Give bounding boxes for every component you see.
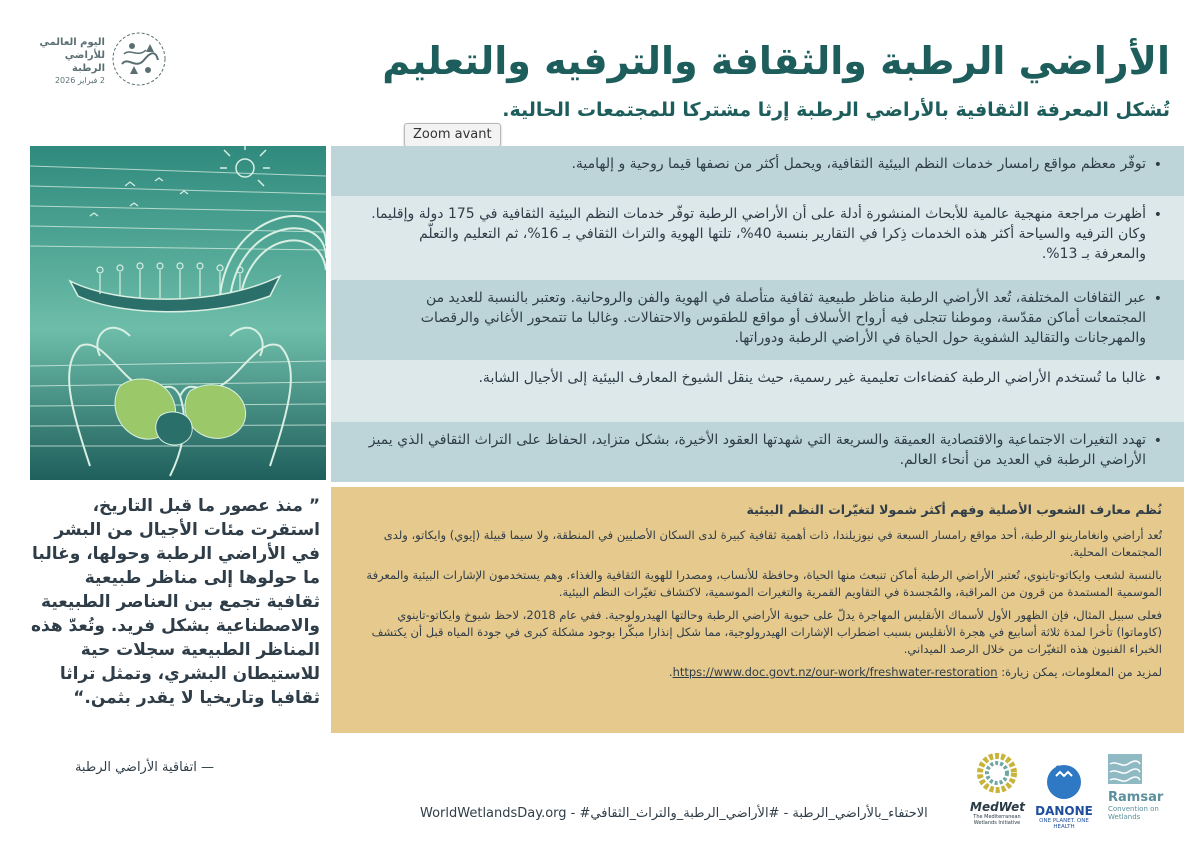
medwet-logo bbox=[970, 750, 1024, 830]
partner-logos bbox=[970, 750, 1164, 830]
danone-star-icon bbox=[1042, 760, 1086, 800]
wetland-hands-illustration bbox=[30, 146, 326, 480]
zoom-in-tooltip: Zoom avant bbox=[404, 123, 501, 147]
danone-tagline: ONE PLANET. ONE HEALTH bbox=[1039, 818, 1089, 830]
list-item bbox=[331, 280, 1184, 360]
danone-logo bbox=[1032, 760, 1096, 830]
list-item bbox=[331, 196, 1184, 280]
quote-source: — اتفاقية الأراضي الرطبة bbox=[74, 760, 214, 775]
more-info-prefix: لمزيد من المعلومات، يمكن زيارة: bbox=[1001, 665, 1162, 679]
more-info-suffix: . bbox=[668, 665, 673, 679]
danone-name: DANONE bbox=[1035, 804, 1093, 818]
logo-date: 2 فبراير 2026 bbox=[54, 76, 105, 85]
more-info-line bbox=[353, 664, 1162, 681]
bullet-dot: • bbox=[1153, 433, 1162, 449]
medwet-name: MedWet bbox=[970, 800, 1026, 814]
case-study-paragraph-3: فعلى سبيل المثال، فإن الظهور الأول لأسماك الأنقليس المهاجرة يدلّ على حيوية الأراضي الرطبة وحالتها الهيدرولوجية. ففي عام 2018، لاحظ شيوخ وايكاتو-تاينوي (كاوماتوا) تأخرا لمدة ثلاثة أسابيع في هجرة الأنقليس بسبب اضطراب الإشارات الهيدرولوجية، مما شكل إنذارا مبكّرا بوجود مشكلة كبرى في جودة المياه قبل أن يكتشف الخبراء الفنيون هذه التغيّرات من خلال الرصد الميداني. bbox=[371, 608, 1162, 656]
list-item bbox=[331, 146, 1184, 196]
ramsar-name: Ramsar bbox=[1108, 790, 1164, 805]
bullet-dot: • bbox=[1153, 291, 1162, 307]
case-study-heading: نُظم معارف الشعوب الأصلية وفهم أكثر شمولا لتغيّرات النظم البيئية bbox=[746, 502, 1162, 517]
list-item-text: تهدد التغيرات الاجتماعية والاقتصادية العميقة والسريعة التي شهدتها العقود الأخيرة، بشكل متزايد، الحفاظ على التراث الثقافي الذي يميز الأراضي الرطبة في العديد من أنحاء العالم. bbox=[368, 432, 1146, 468]
logo-line-2: للأراضي الرطبة bbox=[64, 50, 105, 74]
medwet-ring-icon bbox=[974, 750, 1020, 796]
case-study-paragraph-1: تُعد أراضي وانغامارينو الرطبة، أحد مواقع رامسار السبعة في نيوزيلندا، ذات أهمية ثقافية كبيرة لدى السكان الأصليين في المنطقة، ولا سيما قبيلة (إيوي) وايكاتو، ولدى المجتمعات المحلية. bbox=[383, 528, 1162, 559]
list-item bbox=[331, 422, 1184, 482]
page-subtitle: تُشكل المعرفة الثقافية بالأراضي الرطبة إرثا مشتركا للمجتمعات الحالية. bbox=[502, 99, 1170, 121]
more-info-link[interactable]: https://www.doc.govt.nz/our-work/freshwater-restoration bbox=[672, 665, 998, 679]
logo-text bbox=[30, 36, 105, 87]
bullet-dot: • bbox=[1153, 371, 1162, 387]
case-study-paragraph-2: بالنسبة لشعب وايكاتو-تاينوي، تُعتبر الأراضي الرطبة أماكن تنبعث منها الحياة، وحافظة للأنساب، ومصدرا للهوية الثقافية والغذاء. وهم يستخدمون الإشارات البيئية والمعرفة الموسمية المستمدة من قرون من المراقبة، والمُجسدة في التقاويم القمرية والتغيرات الموسمية، لاكتشاف تغيّرات النظم البيئية. bbox=[366, 568, 1162, 599]
ramsar-logo bbox=[1108, 754, 1164, 828]
list-item-text: غالبا ما تُستخدم الأراضي الرطبة كفضاءات تعليمية غير رسمية، حيث ينقل الشيوخ المعارف البيئية إلى الأجيال الشابة. bbox=[478, 370, 1146, 386]
world-wetlands-day-logo bbox=[30, 30, 170, 90]
pull-quote: ” منذ عصور ما قبل التاريخ، استقرت مئات الأجيال من البشر في الأراضي الرطبة وحولها، وغالبا ما حولوها إلى مناظر طبيعية ثقافية تجمع بين العناصر الطبيعية والاصطناعية بشكل فريد. وتُعدّ هذه المناظر الطبيعية سجلات حية للاستيطان البشري، وتمثل تراثا ثقافيا وتاريخيا لا يقدر بثمن.“ bbox=[30, 496, 320, 708]
key-facts-list bbox=[331, 146, 1184, 482]
page-title: الأراضي الرطبة والثقافة والترفيه والتعليم bbox=[382, 39, 1170, 83]
list-item-text: عبر الثقافات المختلفة، تُعد الأراضي الرطبة مناظر طبيعية ثقافية متأصلة في الهوية والفن والروحانية. وتعتبر بالنسبة للعديد من المجتمعات أماكن مقدّسة، وموطنا تتجلى فيه أرواح الأسلاف أو مواقع للطقوس والاحتفالات. وغالبا ما تتمحور الأغاني والرقصات والمهرجانات والتقاليد الشفوية حول الحياة في الأراضي الرطبة ودوراتها. bbox=[420, 290, 1146, 346]
list-item bbox=[331, 360, 1184, 422]
list-item-text: أظهرت مراجعة منهجية عالمية للأبحاث المنشورة أدلة على أن الأراضي الرطبة توفّر خدمات النظم البيئية الثقافية في 175 دولة وإقليما. وكان الترفيه والسياحة أكثر هذه الخدمات ذِكرا في التقارير بنسبة 40%، تلتها الهوية والتراث الثقافي بـ 16%، ثم التعليم والتعلّم والمعرفة بـ 13%. bbox=[371, 206, 1146, 262]
list-item-text: توفّر معظم مواقع رامسار خدمات النظم البيئية الثقافية، ويحمل أكثر من نصفها قيما روحية و إلهامية. bbox=[571, 156, 1146, 172]
ramsar-waves-icon bbox=[1108, 754, 1142, 784]
footer-hashtags: WorldWetlandsDay.org - #الاحتفاء_بالأراضي_الرطبة - #الأراضي_الرطبة_والتراث_الثقافي bbox=[420, 806, 928, 821]
wetland-emblem-icon bbox=[110, 30, 168, 88]
ramsar-tagline: Convention on Wetlands bbox=[1108, 805, 1159, 821]
medwet-tagline: The Mediterranean Wetlands Initiative bbox=[973, 814, 1021, 826]
case-study-box bbox=[331, 487, 1184, 733]
bullet-dot: • bbox=[1153, 207, 1162, 223]
logo-line-1: اليوم العالمي bbox=[39, 37, 105, 48]
bullet-dot: • bbox=[1153, 157, 1162, 173]
